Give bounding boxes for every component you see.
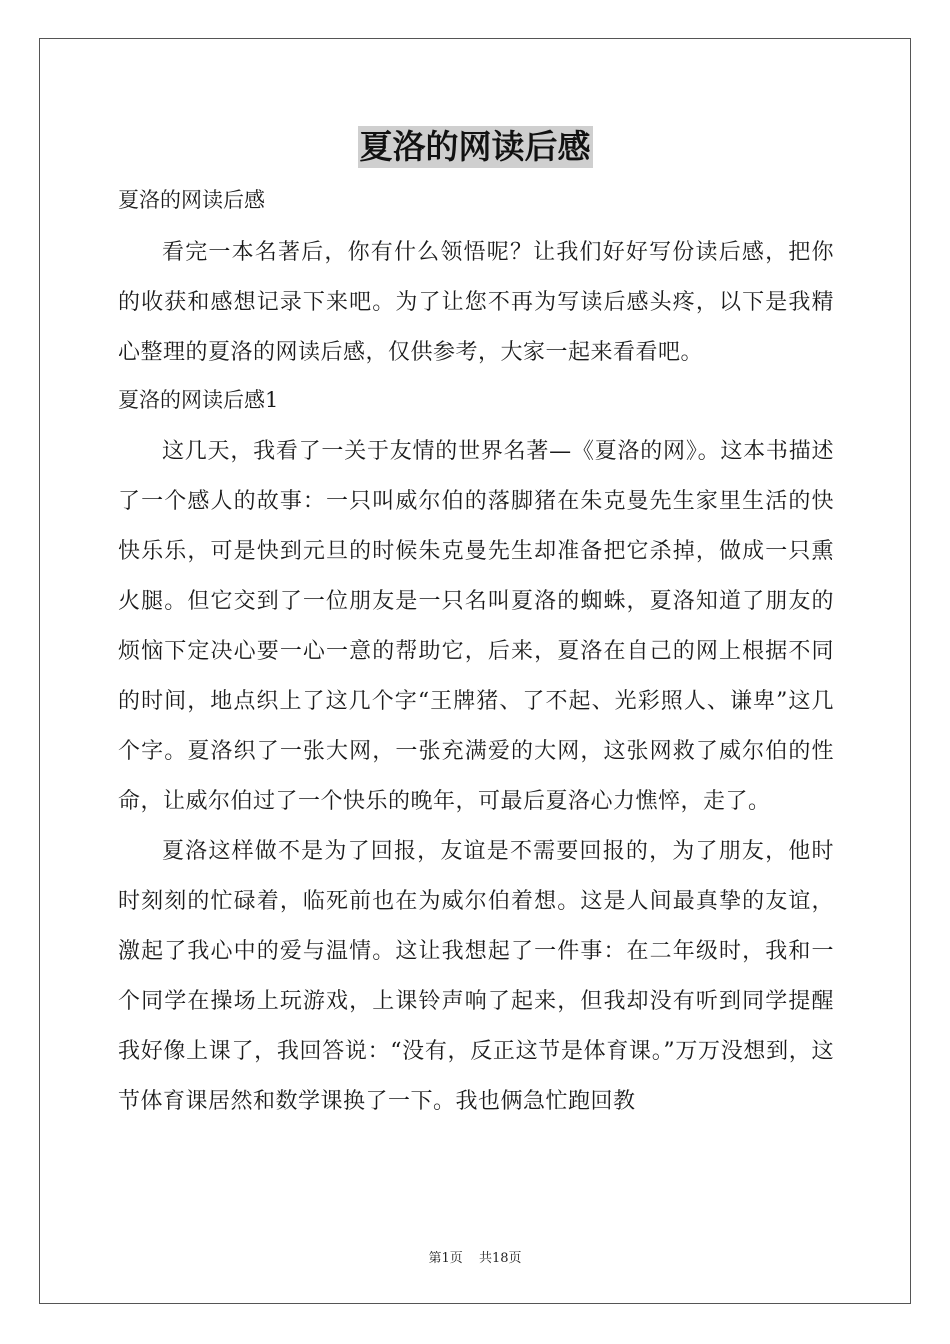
title-container [0,126,950,168]
section-heading-1: 夏洛的网读后感1 [118,388,279,412]
section-heading-main: 夏洛的网读后感 [118,188,265,212]
page-footer [0,1247,950,1266]
body-paragraph-1: 这几天，我看了一关于友情的世界名著—《夏洛的网》。这本书描述了一个感人的故事：一只叫威尔伯的落脚猪在朱克曼先生家里生活的快快乐乐，可是快到元旦的时候朱克曼先生却准备把它杀掉，做成一只熏火腿。但它交到了一位朋友是一只名叫夏洛的蜘蛛，夏洛知道了朋友的烦恼下定决心要一心一意的帮助它，后来，夏洛在自己的网上根据不同的时间，地点织上了这几个字“王牌猪、了不起、光彩照人、谦卑”这几个字。夏洛织了一张大网，一张充满爱的大网，这张网救了威尔伯的性命，让威尔伯过了一个快乐的晚年，可最后夏洛心力憔悴，走了。 [118,439,834,814]
intro-paragraph: 看完一本名著后，你有什么领悟呢？让我们好好写份读后感，把你的收获和感想记录下来吧。为了让您不再为写读后感头疼，以下是我精心整理的夏洛的网读后感，仅供参考，大家一起来看看吧。 [118,240,834,365]
page-number-total: 共18页 [478,1251,522,1266]
body-paragraph-2: 夏洛这样做不是为了回报，友谊是不需要回报的，为了朋友，他时时刻刻的忙碌着，临死前也在为威尔伯着想。这是人间最真挚的友谊，激起了我心中的爱与温情。这让我想起了一件事：在二年级时，我和一个同学在操场上玩游戏，上课铃声响了起来，但我却没有听到同学提醒我好像上课了，我回答说：“没有，反正这节是体育课。”万万没想到，这节体育课居然和数学课换了一下。我也俩急忙跑回教 [118,839,834,1114]
document-title: 夏洛的网读后感 [359,127,591,166]
document-body [118,178,834,1127]
page-number-current: 第1页 [428,1251,463,1266]
